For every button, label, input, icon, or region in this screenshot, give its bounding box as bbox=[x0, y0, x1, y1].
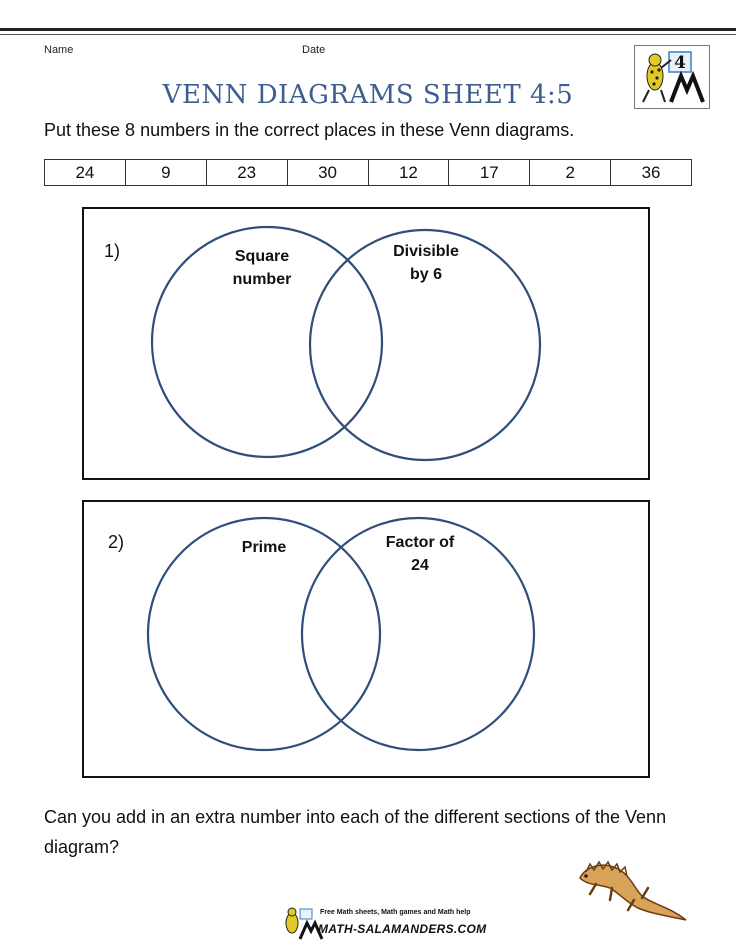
number-cell: 30 bbox=[287, 160, 368, 186]
top-rule-thin bbox=[0, 34, 736, 35]
right-set-label-line2: 24 bbox=[411, 557, 429, 574]
left-set-label-line1: Prime bbox=[241, 539, 287, 556]
left-set-label-line2: number bbox=[232, 271, 292, 288]
number-cell: 17 bbox=[449, 160, 530, 186]
number-cell: 12 bbox=[368, 160, 449, 186]
number-cell: 23 bbox=[206, 160, 287, 186]
name-label: Name bbox=[44, 44, 74, 56]
grade-number: 4 bbox=[674, 53, 686, 73]
right-set-label-line1: Divisible bbox=[393, 243, 459, 260]
right-set-label bbox=[360, 531, 480, 577]
date-label: Date bbox=[302, 44, 326, 56]
right-set-label-line2: by 6 bbox=[409, 266, 442, 283]
left-set-label-line1: Square bbox=[234, 248, 290, 265]
venn-diagram-2 bbox=[82, 500, 650, 778]
right-set-label bbox=[366, 240, 486, 286]
right-set-label-line1: Factor of bbox=[385, 534, 455, 551]
number-cell: 24 bbox=[45, 160, 126, 186]
diagram-number: 1) bbox=[104, 241, 121, 261]
extension-question: Can you add in an extra number into each of the different sections of the Venn diagram? bbox=[44, 807, 667, 857]
numbers-table bbox=[44, 159, 692, 186]
footer-site-link[interactable]: MATH-SALAMANDERS.COM bbox=[318, 922, 487, 936]
diagram-number: 2) bbox=[108, 532, 125, 552]
top-rule bbox=[0, 28, 736, 31]
instruction-text: Put these 8 numbers in the correct places in these Venn diagrams. bbox=[44, 120, 575, 140]
footer-tagline: Free Math sheets, Math games and Math help bbox=[320, 909, 471, 916]
worksheet-title: VENN DIAGRAMS SHEET 4:5 bbox=[162, 80, 574, 110]
venn-diagram-1 bbox=[82, 207, 650, 480]
left-set-label bbox=[202, 245, 322, 291]
number-cell: 36 bbox=[611, 160, 692, 186]
number-cell: 9 bbox=[125, 160, 206, 186]
salamander-icon bbox=[572, 848, 692, 928]
number-cell: 2 bbox=[530, 160, 611, 186]
left-set-label bbox=[204, 536, 324, 559]
